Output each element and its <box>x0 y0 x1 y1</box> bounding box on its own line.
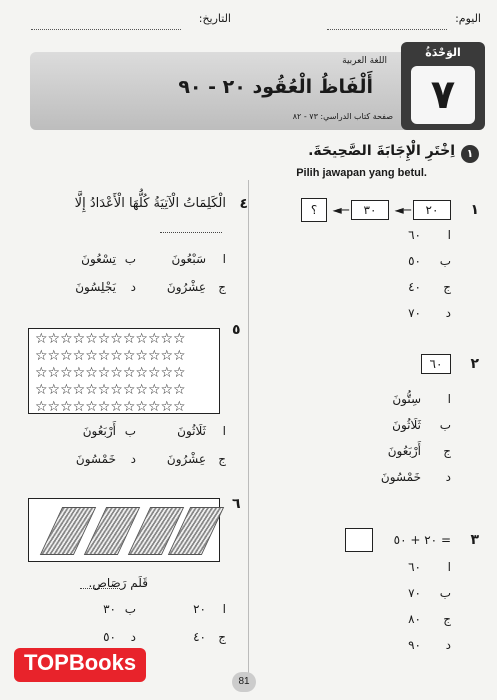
question-5-number: ٥ <box>232 322 241 338</box>
option-letter: ب <box>439 254 451 268</box>
option-text[interactable]: سَبْعُونَ <box>171 252 206 266</box>
unit-title: أَلْفَاظُ الْعُقُود ٢٠ - ٩٠ <box>178 76 373 98</box>
option-letter: د <box>445 306 451 320</box>
option-letter: ج <box>443 280 451 294</box>
option-text[interactable]: عِشْرُونَ <box>166 280 206 294</box>
option-letter: ا <box>222 602 226 616</box>
pencil-caption: قَلَم رَصَاص. <box>88 576 148 590</box>
page-number: 81 <box>232 672 256 692</box>
pencil-bundles-picture <box>28 498 220 562</box>
option-text[interactable]: ٦٠ <box>408 228 421 242</box>
day-label: اليوم: <box>455 12 481 25</box>
subject-label: اللغة العربية <box>342 56 387 66</box>
option-text[interactable]: تِسْعُونَ <box>81 252 116 266</box>
instruction-arabic: اِخْتَرِ الْإِجَابَةَ الصَّحِيحَةَ. <box>308 143 455 159</box>
arrow-left-icon: ◄─ <box>332 203 349 217</box>
instruction-malay: Pilih jawapan yang betul. <box>296 167 427 179</box>
equation-text: = ٢٠ + ٥٠ <box>393 533 451 547</box>
question-number: ٣ <box>470 532 479 548</box>
option-letter: ا <box>447 560 451 574</box>
answer-line[interactable] <box>160 232 222 233</box>
stars-picture <box>28 328 220 414</box>
question-text: الْكَلِمَاتُ الْآتِيَةُ كُلُّهَا الْأَعْدَادُ إِلَّا <box>74 196 226 211</box>
question-3 <box>269 528 479 658</box>
option-text[interactable]: ٢٠ <box>193 602 206 616</box>
option-letter: د <box>130 280 136 294</box>
publisher-logo: TOPBooks <box>14 648 146 682</box>
sequence-box-1: ٢٠ <box>413 200 451 220</box>
option-letter: ب <box>439 586 451 600</box>
arrow-left-icon: ◄─ <box>394 203 411 217</box>
option-letter: ا <box>447 392 451 406</box>
option-letter: ا <box>447 228 451 242</box>
missing-value-box: ؟ <box>301 198 327 222</box>
option-letter: ب <box>124 602 136 616</box>
question-2 <box>269 352 479 492</box>
option-text[interactable]: ٧٠ <box>408 586 421 600</box>
unit-label: الوَحْدَةُ <box>425 46 461 59</box>
option-text[interactable]: ٦٠ <box>408 560 421 574</box>
option-text[interactable]: ٥٠ <box>408 254 421 268</box>
textbook-page-reference: صفحة كتاب الدراسي: ٧٣ - ٨٢ <box>292 112 393 121</box>
option-text[interactable]: خَمْسُونَ <box>380 470 421 484</box>
unit-tab <box>401 42 485 130</box>
unit-number: ٧ <box>411 66 475 124</box>
option-text[interactable]: أَرْبَعُونَ <box>82 424 116 438</box>
star-grid: ☆☆☆☆☆☆☆☆☆☆☆☆ ☆☆☆☆☆☆☆☆☆☆☆☆ ☆☆☆☆☆☆☆☆☆☆☆☆ ☆☆☆☆☆☆☆☆☆☆☆☆ ☆☆☆☆☆☆☆☆☆☆☆☆ <box>35 331 186 415</box>
date-header <box>16 12 481 32</box>
option-text[interactable]: ٣٠ <box>103 602 116 616</box>
option-letter: ج <box>218 452 226 466</box>
option-text[interactable]: ٤٠ <box>193 630 206 644</box>
question-4 <box>20 196 248 306</box>
question-number: ٢ <box>470 356 479 372</box>
option-text[interactable]: ٨٠ <box>408 612 421 626</box>
sequence-box-2: ٣٠ <box>351 200 389 220</box>
column-divider <box>248 180 249 680</box>
option-text[interactable]: ٩٠ <box>408 638 421 652</box>
option-letter: ا <box>222 252 226 266</box>
option-text[interactable]: سِتُّونَ <box>392 392 421 406</box>
option-letter: ب <box>124 424 136 438</box>
option-letter: د <box>130 452 136 466</box>
option-letter: د <box>445 470 451 484</box>
day-answer-line <box>327 29 447 30</box>
option-letter: ج <box>443 612 451 626</box>
option-letter: ا <box>222 424 226 438</box>
option-text[interactable]: خَمْسُونَ <box>75 452 116 466</box>
option-letter: ج <box>443 444 451 458</box>
option-text[interactable]: ثَلَاثُونَ <box>392 418 421 432</box>
option-letter: د <box>130 630 136 644</box>
question-number: ٤ <box>239 196 248 212</box>
question-number: ١ <box>470 202 479 218</box>
answer-box[interactable] <box>345 528 373 552</box>
option-text[interactable]: ٧٠ <box>408 306 421 320</box>
number-box: ٦٠ <box>421 354 451 374</box>
option-text[interactable]: ٥٠ <box>103 630 116 644</box>
option-text[interactable]: ثَلَاثُونَ <box>177 424 206 438</box>
option-letter: د <box>445 638 451 652</box>
option-text[interactable]: ٤٠ <box>408 280 421 294</box>
date-label: التاريخ: <box>198 12 231 25</box>
option-letter: ب <box>124 252 136 266</box>
exercise-number: ١ <box>461 145 479 163</box>
question-1 <box>269 198 479 328</box>
question-6-number: ٦ <box>232 496 241 512</box>
option-letter: ب <box>439 418 451 432</box>
option-text[interactable]: يَجْلِسُونَ <box>75 280 116 294</box>
option-letter: ج <box>218 630 226 644</box>
question-5-options <box>20 424 248 474</box>
option-text[interactable]: أَرْبَعُونَ <box>387 444 421 458</box>
option-text[interactable]: عِشْرُونَ <box>166 452 206 466</box>
date-answer-line <box>31 29 181 30</box>
option-letter: ج <box>218 280 226 294</box>
